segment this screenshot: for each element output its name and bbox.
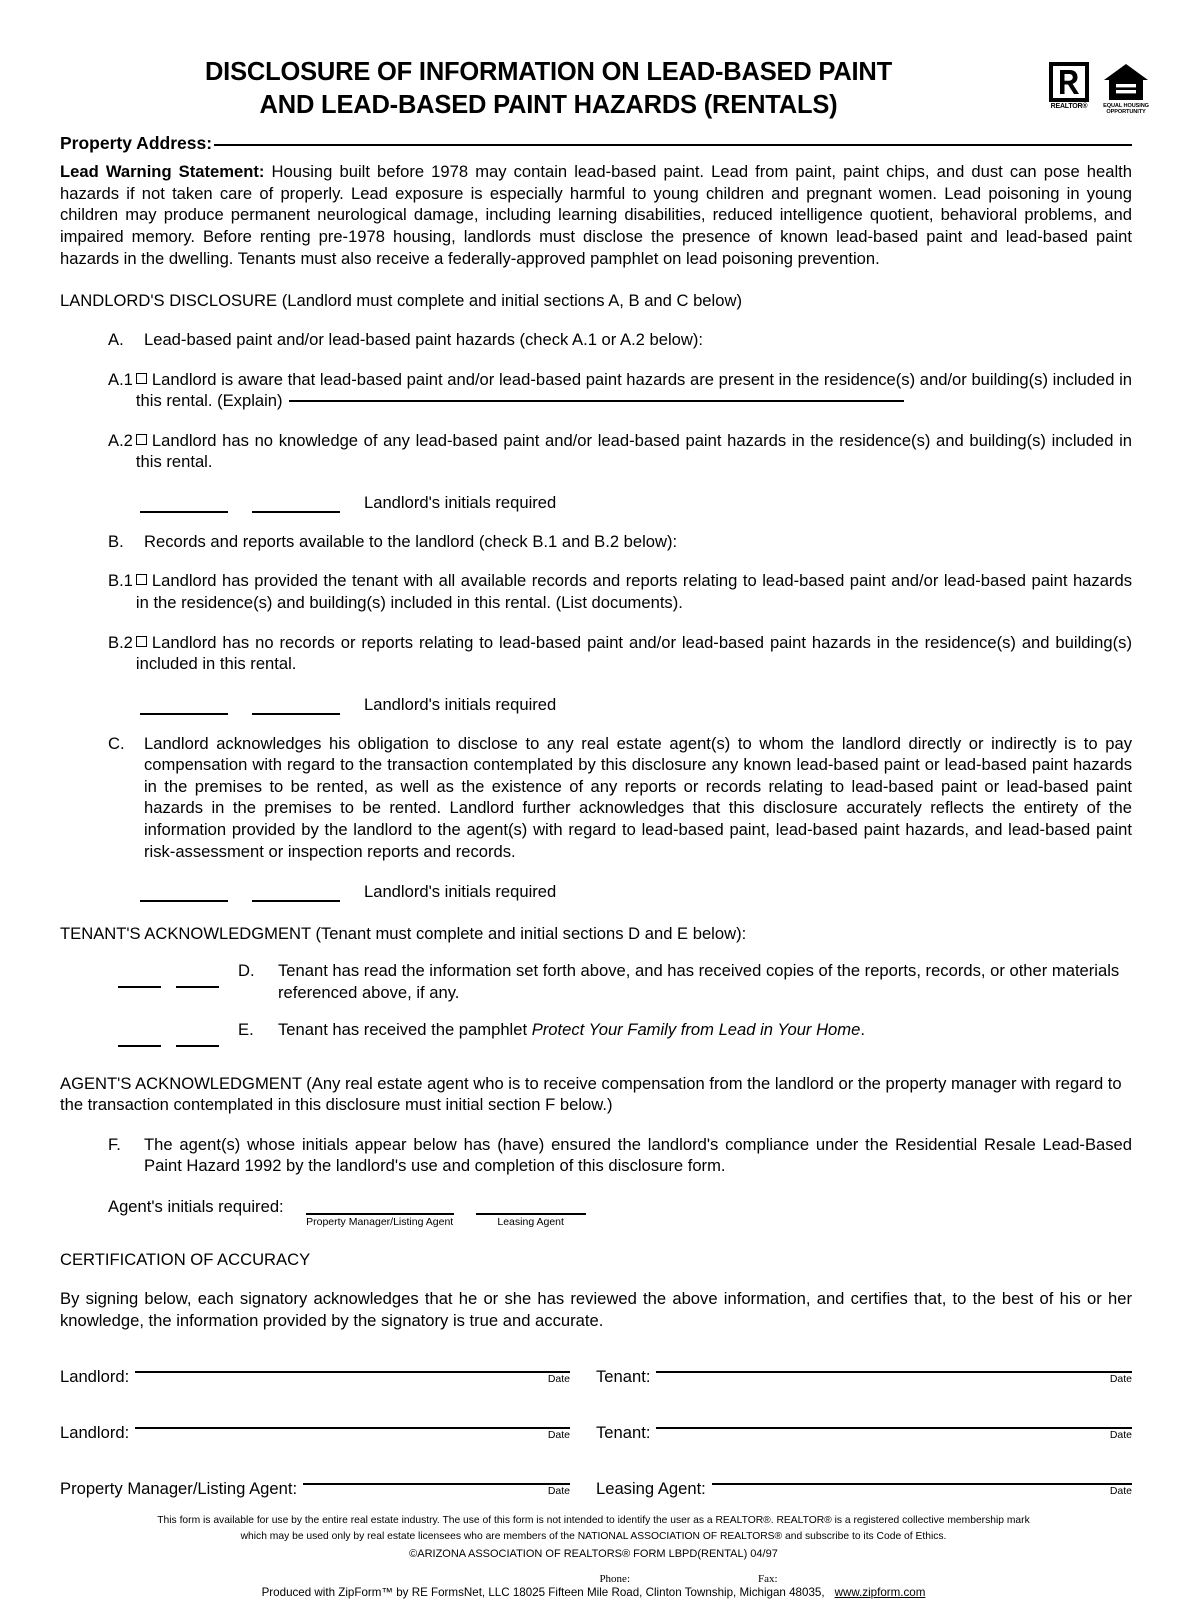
- section-b2-text: Landlord has no records or reports relating to lead-based paint and/or lead-based paint hazards in the residence(s) and building(s) included in this rental.: [135, 632, 1132, 674]
- section-a2: [108, 430, 1132, 473]
- section-a1: [108, 369, 1132, 412]
- section-b1-body: [136, 570, 1132, 613]
- property-address-input[interactable]: [214, 144, 1132, 146]
- date-caption-leasing-agent: Date: [1109, 1485, 1132, 1498]
- section-a: [108, 329, 1132, 351]
- section-a-initials-row: [140, 493, 1132, 513]
- signature-cell-property-manager: [60, 1473, 596, 1499]
- date-caption-tenant-1: Date: [1109, 1373, 1132, 1386]
- section-b2: [108, 632, 1132, 675]
- section-d-text: Tenant has read the information set forth above, and has received copies of the reports, records, or other materials referenced above, if any.: [278, 961, 1120, 1002]
- date-caption-landlord-2: Date: [547, 1429, 570, 1442]
- signature-cell-landlord-1: [60, 1361, 596, 1387]
- signature-row-1: [60, 1361, 1132, 1387]
- certification-text: By signing below, each signatory acknowledges that he or she has reviewed the above information, and certifies that, to the best of his or her knowledge, the information provided by the signatory is true and accurate.: [60, 1289, 1132, 1330]
- footer-disclaimer-line-1: This form is available for use by the entire real estate industry. The use of this form is not intended to identify the user as a REALTOR®. REALTOR® is a registered collective membership mark: [157, 1515, 1030, 1527]
- section-c-initials-row: [140, 882, 1132, 902]
- section-e-body: [278, 1019, 1132, 1053]
- checkbox-b1[interactable]: [136, 574, 147, 585]
- section-f: [108, 1134, 1132, 1177]
- section-b2-body: [136, 632, 1132, 675]
- section-a-text: Lead-based paint and/or lead-based paint hazards (check A.1 or A.2 below):: [144, 330, 704, 350]
- title-line-2: AND LEAD-BASED PAINT HAZARDS (RENTALS): [259, 90, 838, 119]
- section-a-initials-label: Landlord's initials required: [364, 492, 557, 512]
- section-e-initials: [118, 1019, 234, 1053]
- section-e-initial-1[interactable]: [118, 1035, 161, 1047]
- agent-initials-input-2[interactable]: [476, 1197, 586, 1215]
- section-a1-text: Landlord is aware that lead-based paint and/or lead-based paint hazards are present in the residence(s) and/or building(s) included in this rental. (Explain): [135, 369, 1132, 411]
- date-caption-landlord-1: Date: [547, 1373, 570, 1386]
- agent-initials-caption-1: Property Manager/Listing Agent: [306, 1216, 454, 1228]
- section-d-initials: [118, 960, 234, 1003]
- section-c-letter: C.: [108, 733, 125, 753]
- signature-row-3: [60, 1473, 1132, 1499]
- section-a2-label: A.2: [108, 430, 133, 450]
- section-a-letter: A.: [108, 330, 124, 350]
- agent-initials-slot-2: [476, 1197, 586, 1228]
- zipform-url-link[interactable]: www.zipform.com: [834, 1585, 926, 1599]
- equal-housing-opportunity-logo: [1102, 62, 1150, 116]
- signature-label-tenant-2: Tenant:: [596, 1423, 651, 1443]
- signature-label-property-manager: Property Manager/Listing Agent:: [60, 1479, 298, 1499]
- signature-cell-leasing-agent: [596, 1473, 1132, 1499]
- title-line-1: DISCLOSURE OF INFORMATION ON LEAD-BASED PAINT: [204, 58, 893, 86]
- form-header: [0, 0, 1187, 121]
- section-a2-body: [136, 430, 1132, 473]
- zipform-line: [60, 1586, 1127, 1599]
- date-caption-property-manager: Date: [547, 1485, 570, 1498]
- signature-block: [60, 1361, 1132, 1499]
- agent-acknowledgment-heading: AGENT'S ACKNOWLEDGMENT (Any real estate agent who is to receive compensation from the landlord or the property manager with regard to the transaction contemplated in this disclosure must initial section F below.): [60, 1073, 1122, 1115]
- signature-field-landlord-2: [135, 1417, 570, 1441]
- section-c-initials-label: Landlord's initials required: [364, 882, 557, 902]
- checkbox-a2[interactable]: [136, 434, 147, 445]
- section-b-initial-2[interactable]: [252, 700, 340, 715]
- section-b1-label: B.1: [108, 571, 133, 591]
- section-f-text: The agent(s) whose initials appear below has (have) ensured the landlord's compliance under the Residential Resale Lead-Based Paint Hazard 1992 by the landlord's use and completion of this disclosure form.: [144, 1134, 1132, 1176]
- form-footer: [60, 1513, 1127, 1599]
- signature-cell-landlord-2: [60, 1417, 596, 1443]
- agent-initials-row: [108, 1197, 1132, 1228]
- zipform-produced-text: Produced with ZipForm™ by RE FormsNet, LLC 18025 Fifteen Mile Road, Clinton Township, Michigan 48035,: [261, 1585, 825, 1599]
- section-b-initials-row: [140, 695, 1132, 715]
- tenant-acknowledgment-heading: TENANT'S ACKNOWLEDGMENT (Tenant must complete and initial sections D and E below):: [60, 924, 747, 944]
- section-b2-label: B.2: [108, 632, 133, 652]
- house-icon: [1102, 62, 1150, 102]
- section-e: [118, 1019, 1132, 1053]
- lead-warning-label: Lead Warning Statement:: [60, 162, 265, 182]
- section-b-text: Records and reports available to the landlord (check B.1 and B.2 below):: [144, 531, 678, 551]
- section-d-initial-2[interactable]: [176, 976, 219, 988]
- footer-disclaimer-line-2: which may be used only by real estate licensees who are members of the NATIONAL ASSOCIATION OF REALTORS® and subscribe to its Code of Ethics.: [240, 1531, 947, 1543]
- realtor-r-icon: [1049, 62, 1089, 102]
- section-a1-body: [136, 369, 1132, 412]
- signature-field-tenant-1: [656, 1361, 1132, 1385]
- agent-initials-input-1[interactable]: [306, 1197, 454, 1215]
- certification-heading: CERTIFICATION OF ACCURACY: [60, 1250, 311, 1269]
- signature-input-landlord-1[interactable]: [135, 1361, 570, 1373]
- agent-initials-slot-1: [306, 1197, 454, 1228]
- property-address-label: Property Address:: [60, 133, 213, 154]
- signature-label-tenant-1: Tenant:: [596, 1367, 651, 1387]
- signature-field-landlord-1: [135, 1361, 570, 1385]
- section-a-initial-2[interactable]: [252, 498, 340, 513]
- signature-input-tenant-1[interactable]: [656, 1361, 1132, 1373]
- eho-caption-line-2: OPPORTUNITY: [1106, 109, 1146, 116]
- signature-label-leasing-agent: Leasing Agent:: [596, 1479, 706, 1499]
- signature-label-landlord-1: Landlord:: [60, 1367, 130, 1387]
- section-e-text-before: Tenant has received the pamphlet: [278, 1020, 532, 1040]
- section-e-initial-2[interactable]: [176, 1035, 219, 1047]
- signature-cell-tenant-2: [596, 1417, 1132, 1443]
- section-e-text-after: .: [860, 1020, 865, 1040]
- date-caption-tenant-2: Date: [1109, 1429, 1132, 1442]
- logo-group: [1049, 62, 1150, 116]
- signature-input-leasing-agent[interactable]: [712, 1473, 1132, 1485]
- section-c-initial-1[interactable]: [140, 887, 228, 902]
- section-b-letter: B.: [108, 531, 124, 551]
- section-b1-text: Landlord has provided the tenant with all available records and reports relating to lead-based paint and/or lead-based paint hazards in the residence(s) and building(s) included in this rental. (List documents).: [135, 571, 1132, 612]
- section-a1-label: A.1: [108, 369, 133, 389]
- signature-label-landlord-2: Landlord:: [60, 1423, 130, 1443]
- page-title: [0, 56, 1187, 121]
- agent-initials-caption-2: Leasing Agent: [497, 1216, 564, 1228]
- signature-input-property-manager[interactable]: [303, 1473, 570, 1485]
- section-d: [118, 960, 1132, 1003]
- realtor-logo-caption: REALTOR®: [1050, 103, 1088, 110]
- section-a1-explain-input[interactable]: [289, 400, 904, 402]
- section-b-initials-label: Landlord's initials required: [364, 694, 557, 714]
- phone-label: Phone:: [599, 1572, 630, 1585]
- section-b-initial-1[interactable]: [140, 700, 228, 715]
- signature-cell-tenant-1: [596, 1361, 1132, 1387]
- eho-caption: [1102, 103, 1150, 116]
- property-address-row: [60, 133, 1132, 154]
- realtor-logo: [1049, 62, 1089, 110]
- checkbox-a1[interactable]: [136, 373, 147, 384]
- section-e-letter: E.: [238, 1020, 254, 1040]
- section-a2-text: Landlord has no knowledge of any lead-based paint and/or lead-based paint hazards in the residence(s) and building(s) included in this rental.: [135, 430, 1132, 472]
- signature-field-leasing-agent: [712, 1473, 1132, 1497]
- lead-warning-statement: [60, 161, 1132, 269]
- pamphlet-title: Protect Your Family from Lead in Your Home: [531, 1020, 861, 1040]
- footer-copyright: ©ARIZONA ASSOCIATION OF REALTORS® FORM LBPD(RENTAL) 04/97: [409, 1548, 778, 1561]
- section-f-letter: F.: [108, 1134, 121, 1154]
- signature-input-landlord-2[interactable]: [135, 1417, 570, 1429]
- agent-initials-label: Agent's initials required:: [108, 1197, 284, 1216]
- signature-input-tenant-2[interactable]: [656, 1417, 1132, 1429]
- signature-field-property-manager: [303, 1473, 570, 1497]
- signature-row-2: [60, 1417, 1132, 1443]
- fax-label: Fax:: [758, 1572, 778, 1585]
- section-a-initial-1[interactable]: [140, 498, 228, 513]
- section-d-letter: D.: [238, 961, 255, 981]
- section-c-initial-2[interactable]: [252, 887, 340, 902]
- section-c: [108, 733, 1132, 862]
- phone-fax-row: [60, 1573, 1127, 1585]
- section-d-initial-1[interactable]: [118, 976, 161, 988]
- section-c-text: Landlord acknowledges his obligation to disclose to any real estate agent(s) to whom the landlord directly or indirectly is to pay compensation with regard to the transaction contemplated by this disclosure any known lead-based paint or lead-based paint hazards in the premises to be rented, as well as the existence of any reports or records relating to lead-based paint or lead-based paint hazards in the premises to be rented. Landlord further acknowledges that this disclosure accurately reflects the entirety of the information provided by the landlord to the agent(s) with regard to lead-based paint, lead-based paint hazards, and lead-based paint risk-assessment or inspection reports and records.: [144, 733, 1132, 861]
- eho-caption-line-1: EQUAL HOUSING: [1103, 103, 1149, 109]
- signature-field-tenant-2: [656, 1417, 1132, 1441]
- lead-warning-text: Housing built before 1978 may contain lead-based paint. Lead from paint, paint chips, and dust can pose health hazards if not taken care of properly. Lead exposure is especially harmful to young children and pregnant women. Lead poisoning in young children may produce permanent neurological damage, including learning disabilities, reduced intelligence quotient, behavioral problems, and impaired memory. Before renting pre-1978 housing, landlords must disclose the presence of known lead-based paint and lead-based paint hazards in the dwelling. Tenants must also receive a federally-approved pamphlet on lead poisoning prevention.: [60, 162, 1132, 268]
- section-b: [108, 531, 1132, 553]
- landlord-disclosure-heading: LANDLORD'S DISCLOSURE (Landlord must complete and initial sections A, B and C below): [60, 291, 742, 311]
- checkbox-b2[interactable]: [136, 636, 147, 647]
- section-b1: [108, 570, 1132, 613]
